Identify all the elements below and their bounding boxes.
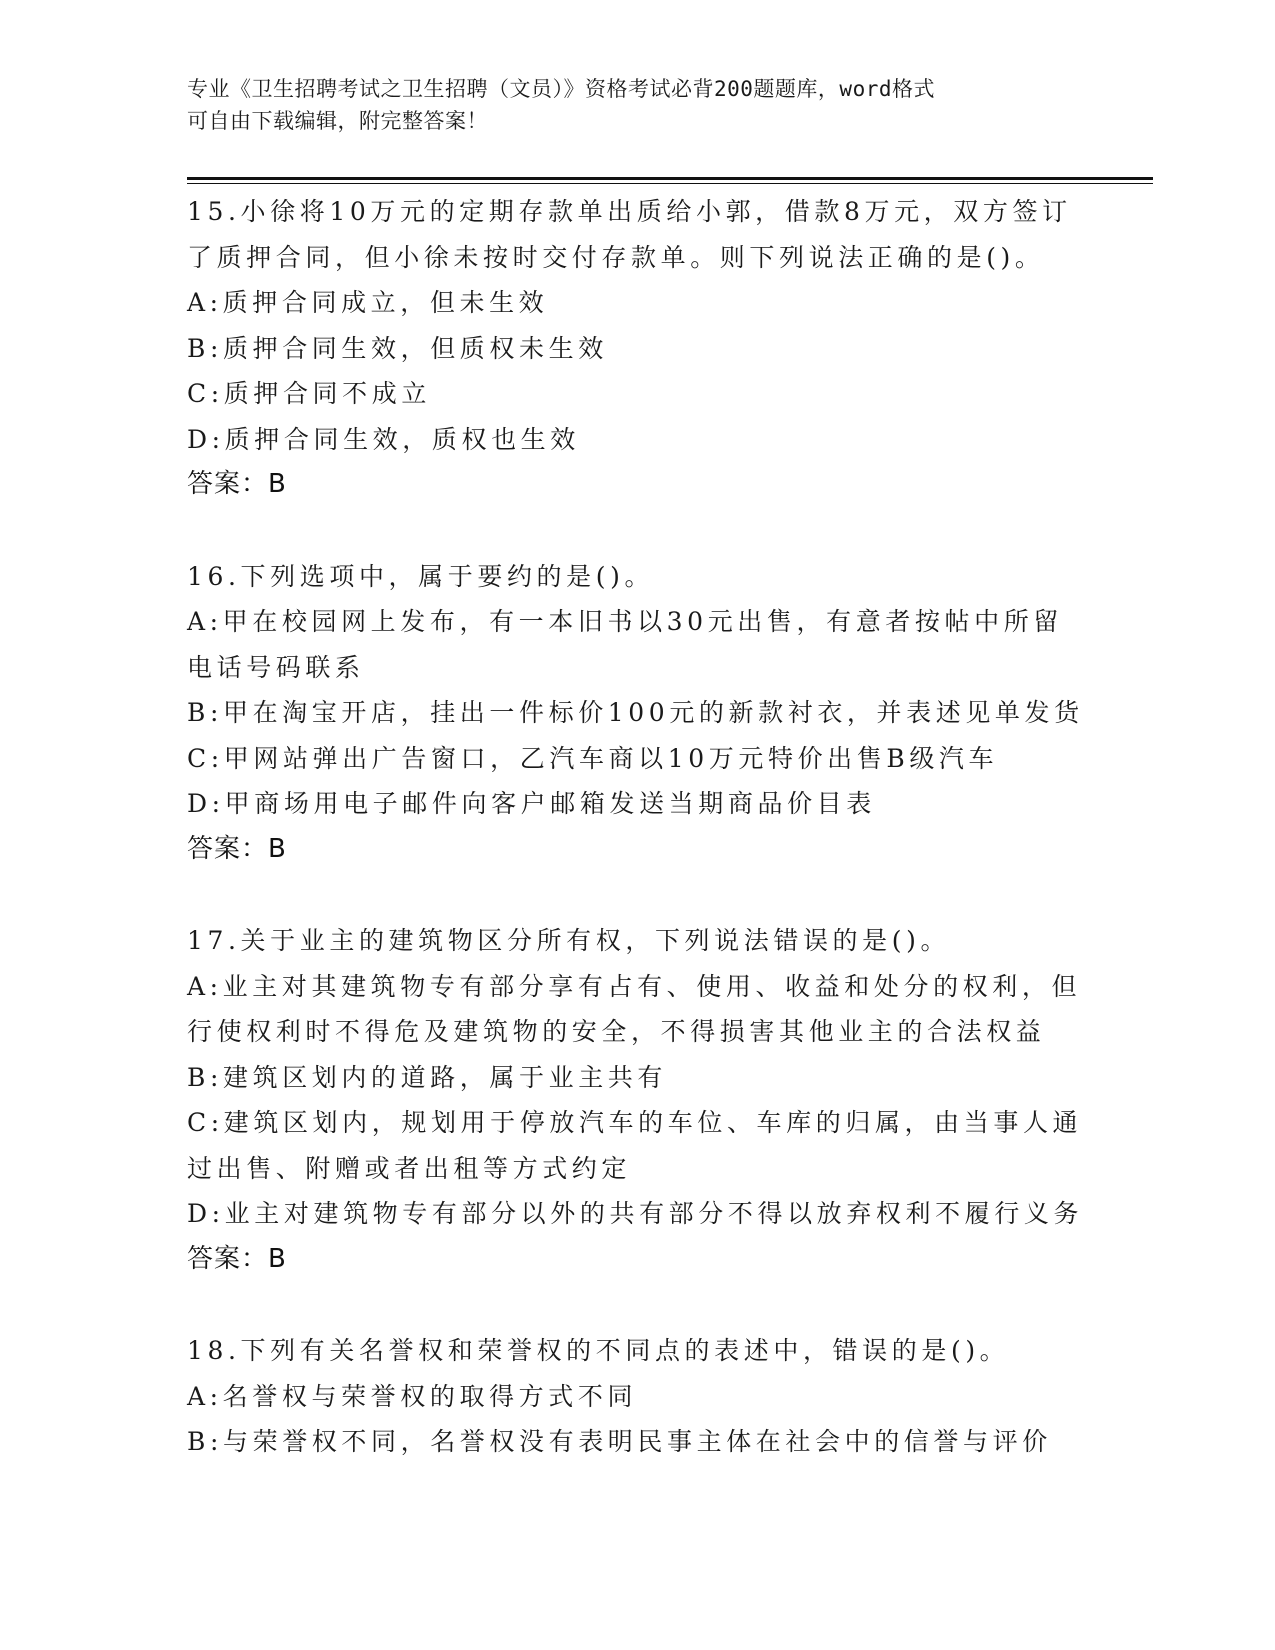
question-stem-line: 17.关于业主的建筑物区分所有权，下列说法错误的是()。	[187, 926, 951, 955]
question-list	[187, 189, 1117, 1465]
option-b: B:与荣誉权不同，名誉权没有表明民事主体在社会中的信誉与评价	[187, 1427, 1052, 1456]
option-a: A:甲在校园网上发布，有一本旧书以30元出售，有意者按帖中所留	[187, 607, 1063, 636]
option-c: C:甲网站弹出广告窗口，乙汽车商以10万元特价出售B级汽车	[187, 743, 999, 773]
question-16	[187, 554, 1117, 873]
question-stem-line: 15.小徐将10万元的定期存款单出质给小郭，借款8万元，双方签订	[187, 197, 1072, 226]
answer-line: 答案：B	[187, 469, 287, 499]
option-b: B:甲在淘宝开店，挂出一件标价100元的新款衬衣，并表述见单发货	[187, 698, 1084, 727]
option-a: A:业主对其建筑物专有部分享有占有、使用、收益和处分的权利，但	[187, 971, 1082, 1001]
header-divider-thick	[187, 177, 1153, 180]
option-c: C:建筑区划内，规划用于停放汽车的车位、车库的归属，由当事人通	[187, 1108, 1083, 1137]
answer-line: 答案：B	[187, 1243, 287, 1274]
option-a-continued: 行使权利时不得危及建筑物的安全，不得损害其他业主的合法权益	[187, 1017, 1046, 1046]
option-a: A:质押合同成立，但未生效	[187, 288, 549, 317]
document-header	[187, 73, 1067, 137]
question-17	[187, 918, 1117, 1282]
header-line-1: 专业《卫生招聘考试之卫生招聘（文员）》资格考试必背200题题库，word格式	[187, 77, 935, 101]
question-stem-line: 16.下列选项中，属于要约的是()。	[187, 561, 655, 591]
option-d: D:质押合同生效，质权也生效	[187, 424, 580, 454]
question-15	[187, 189, 1117, 508]
answer-line: 答案：B	[187, 833, 287, 864]
question-18	[187, 1328, 1117, 1465]
option-b: B:质押合同生效，但质权未生效	[187, 333, 608, 363]
option-d: D:甲商场用电子邮件向客户邮箱发送当期商品价目表	[187, 789, 876, 818]
option-b: B:建筑区划内的道路，属于业主共有	[187, 1062, 667, 1092]
option-c: C:质押合同不成立	[187, 379, 431, 408]
header-divider-thin	[187, 183, 1153, 184]
question-stem-line: 18.下列有关名誉权和荣誉权的不同点的表述中，错误的是()。	[187, 1336, 1010, 1365]
option-a: A:名誉权与荣誉权的取得方式不同	[187, 1381, 638, 1411]
option-a-continued: 电话号码联系	[187, 652, 365, 682]
question-stem-line: 了质押合同，但小徐未按时交付存款单。则下列说法正确的是()。	[187, 242, 1045, 272]
header-line-2: 可自由下载编辑，附完整答案！	[187, 109, 488, 133]
option-d: D:业主对建筑物专有部分以外的共有部分不得以放弃权利不履行义务	[187, 1199, 1084, 1228]
option-c-continued: 过出售、附赠或者出租等方式约定	[187, 1153, 632, 1183]
